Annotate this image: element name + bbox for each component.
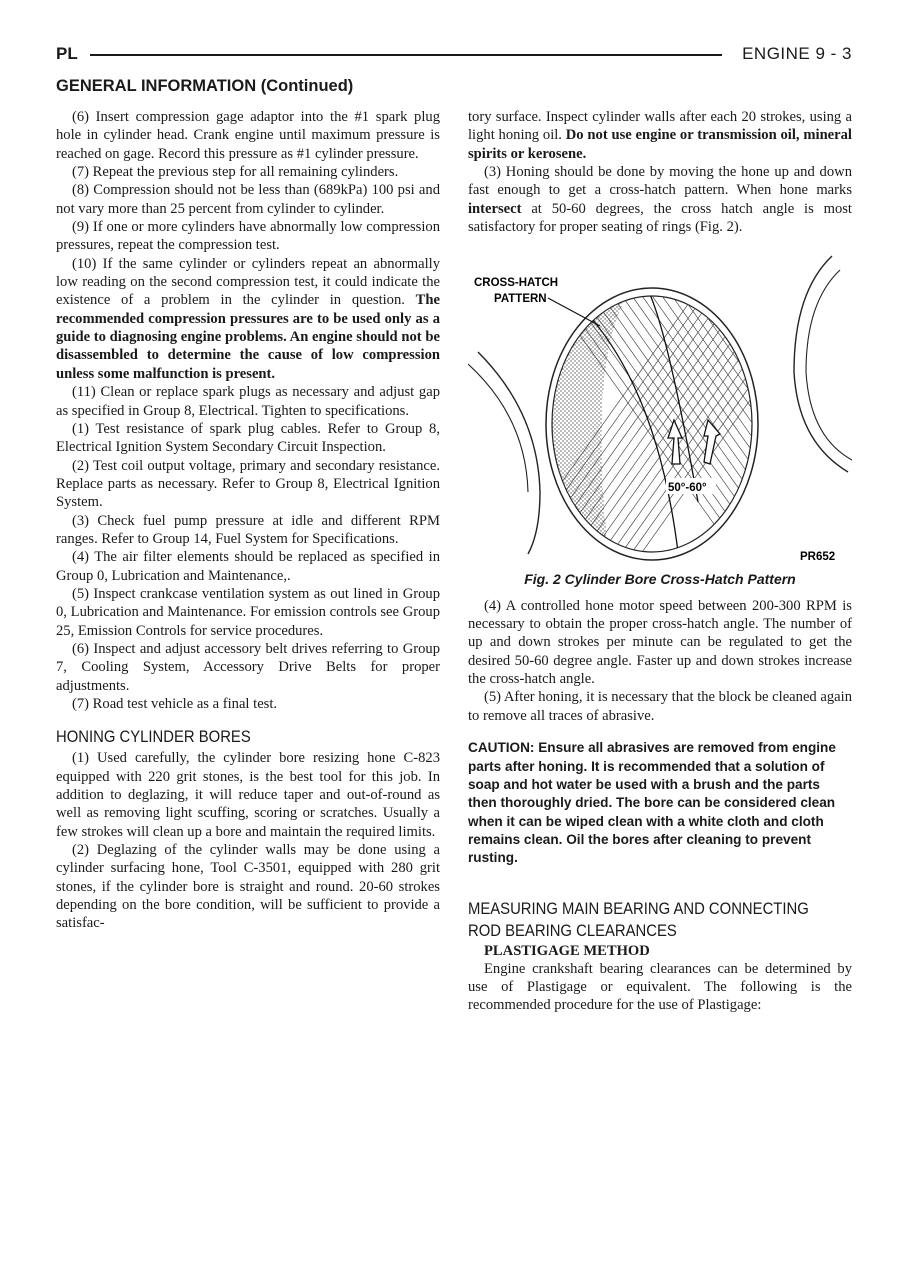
paragraph: (9) If one or more cylinders have abnormally low compression pressures, repeat the compression test.: [56, 219, 440, 254]
section-title: GENERAL INFORMATION (Continued): [56, 77, 354, 95]
paragraph-bold-text: Do not use engine or transmission oil, mineral spirits or kerosene.: [468, 127, 852, 162]
paragraph: Engine crankshaft bearing clearances can be determined by use of Plastigage or equivalent. The following is the recommended procedure for the use of Plastigage:: [468, 960, 852, 1014]
paragraph: (5) Inspect crankcase ventilation system as out lined in Group 0, Lubrication and Maintenance. For emission controls see Group 25, Emission Controls for service procedures.: [56, 585, 440, 639]
paragraph: (7) Repeat the previous step for all remaining cylinders.: [72, 164, 399, 181]
cross-hatch-figure: [468, 242, 852, 568]
paragraph-text: (10) If the same cylinder or cylinders repeat an abnormally low reading on the second compression test, it could indicate the existence of a problem in the cylinder in question.: [56, 255, 440, 309]
measuring-heading-line1: MEASURING MAIN BEARING AND CONNECTING: [468, 899, 809, 918]
plastigage-heading: PLASTIGAGE METHOD: [484, 942, 650, 959]
measuring-heading-line2: ROD BEARING CLEARANCES: [468, 921, 677, 940]
paragraph: [468, 163, 852, 236]
paragraph-bold-text: The recommended compression pressures are to be used only as a guide to diagnosing engine problems. An engine should not be disassembled to determine the cause of low compression unless some malfunction is present.: [56, 292, 440, 382]
paragraph: (8) Compression should not be less than (689kPa) 100 psi and not vary more than 25 percent from cylinder to cylinder.: [56, 182, 440, 217]
header-page-number: ENGINE 9 - 3: [742, 44, 852, 63]
page-header: [56, 44, 852, 66]
paragraph: (5) After honing, it is necessary that the block be cleaned again to remove all traces of abrasive.: [468, 689, 852, 724]
paragraph: (4) The air filter elements should be replaced as specified in Group 0, Lubrication and Maintenance,.: [56, 549, 440, 584]
right-column: [468, 108, 852, 1015]
paragraph: (1) Used carefully, the cylinder bore resizing hone C-823 equipped with 220 grit stones, is the best tool for this job. In addition to deglazing, it will reduce taper and out-of-round as well as removing light scuffing, scoring or scratches. Usually a few strokes will clean up a bore and maintain the required limits.: [56, 750, 440, 840]
cylinder-bore-illustration: [468, 242, 852, 568]
paragraph: (6) Insert compression gage adaptor into the #1 spark plug hole in cylinder head. Crank engine until maximum pressure is reached on gage. Record this pressure as #1 cylinder pressure.: [56, 109, 440, 162]
paragraph: (6) Inspect and adjust accessory belt drives referring to Group 7, Cooling System, Accessory Drive Belts for proper adjustments.: [56, 640, 440, 694]
angle-label: 50°-60°: [668, 482, 707, 495]
paragraph: (2) Deglazing of the cylinder walls may be done using a cylinder surfacing hone, Tool C-3501, equipped with 280 grit stones, if the cylinder bore is straight and round. 20-60 strokes depending on the bore condition, will be sufficient to provide a satisfac-: [56, 842, 440, 932]
figure-caption: Fig. 2 Cylinder Bore Cross-Hatch Pattern: [524, 571, 796, 588]
paragraph: (4) A controlled hone motor speed between 200-300 RPM is necessary to obtain the proper cross-hatch angle. The number of up and down strokes per minute can be regulated to get the desired 50-60 degree angle. Faster up and down strokes increase the cross-hatch angle.: [468, 597, 852, 688]
paragraph: (1) Test resistance of spark plug cables. Refer to Group 8, Electrical Ignition System Secondary Circuit Inspection.: [56, 420, 440, 456]
caution-note: CAUTION: Ensure all abrasives are removed from engine parts after honing. It is recommended that a solution of soap and hot water be used with a brush and the parts then thoroughly dried. The bore can be considered clean when it can be wiped clean with a white cloth and cloth remains clean. Oil the bores after cleaning to prevent rusting.: [468, 740, 836, 866]
left-column: [56, 108, 440, 933]
paragraph: (7) Road test vehicle as a final test.: [72, 696, 278, 712]
paragraph-bold-text: intersect: [468, 200, 522, 217]
paragraph: (3) Check fuel pump pressure at idle and different RPM ranges. Refer to Group 14, Fuel System for Specifications.: [56, 512, 440, 547]
honing-heading: HONING CYLINDER BORES: [56, 728, 251, 747]
paragraph: [468, 108, 852, 163]
paragraph: (11) Clean or replace spark plugs as necessary and adjust gap as specified in Group 8, Electrical. Tighten to specifications.: [56, 384, 440, 419]
paragraph-text: tory surface. Inspect cylinder walls after each 20 strokes, using a light honing oil.: [468, 109, 852, 144]
bore-surface: [498, 262, 852, 568]
figure-code: PR652: [800, 551, 836, 564]
header-section-code: PL: [56, 44, 78, 63]
cross-hatch-label-line1: CROSS-HATCH: [474, 277, 559, 290]
paragraph-text: (3) Honing should be done by moving the hone up and down fast enough to get a cross-hatch pattern. When hone marks: [468, 164, 852, 199]
header-rule: [90, 54, 722, 56]
paragraph: (2) Test coil output voltage, primary and secondary resistance. Replace parts as necessary. Refer to Group 8, Electrical Ignition System.: [56, 457, 440, 511]
cross-hatch-label-line2: PATTERN: [494, 293, 547, 306]
paragraph-text: at 50-60 degrees, the cross hatch angle is most satisfactory for proper seating of rings (Fig. 2).: [468, 200, 852, 236]
angle-arrow-right: [704, 420, 720, 464]
paragraph: [56, 255, 440, 383]
